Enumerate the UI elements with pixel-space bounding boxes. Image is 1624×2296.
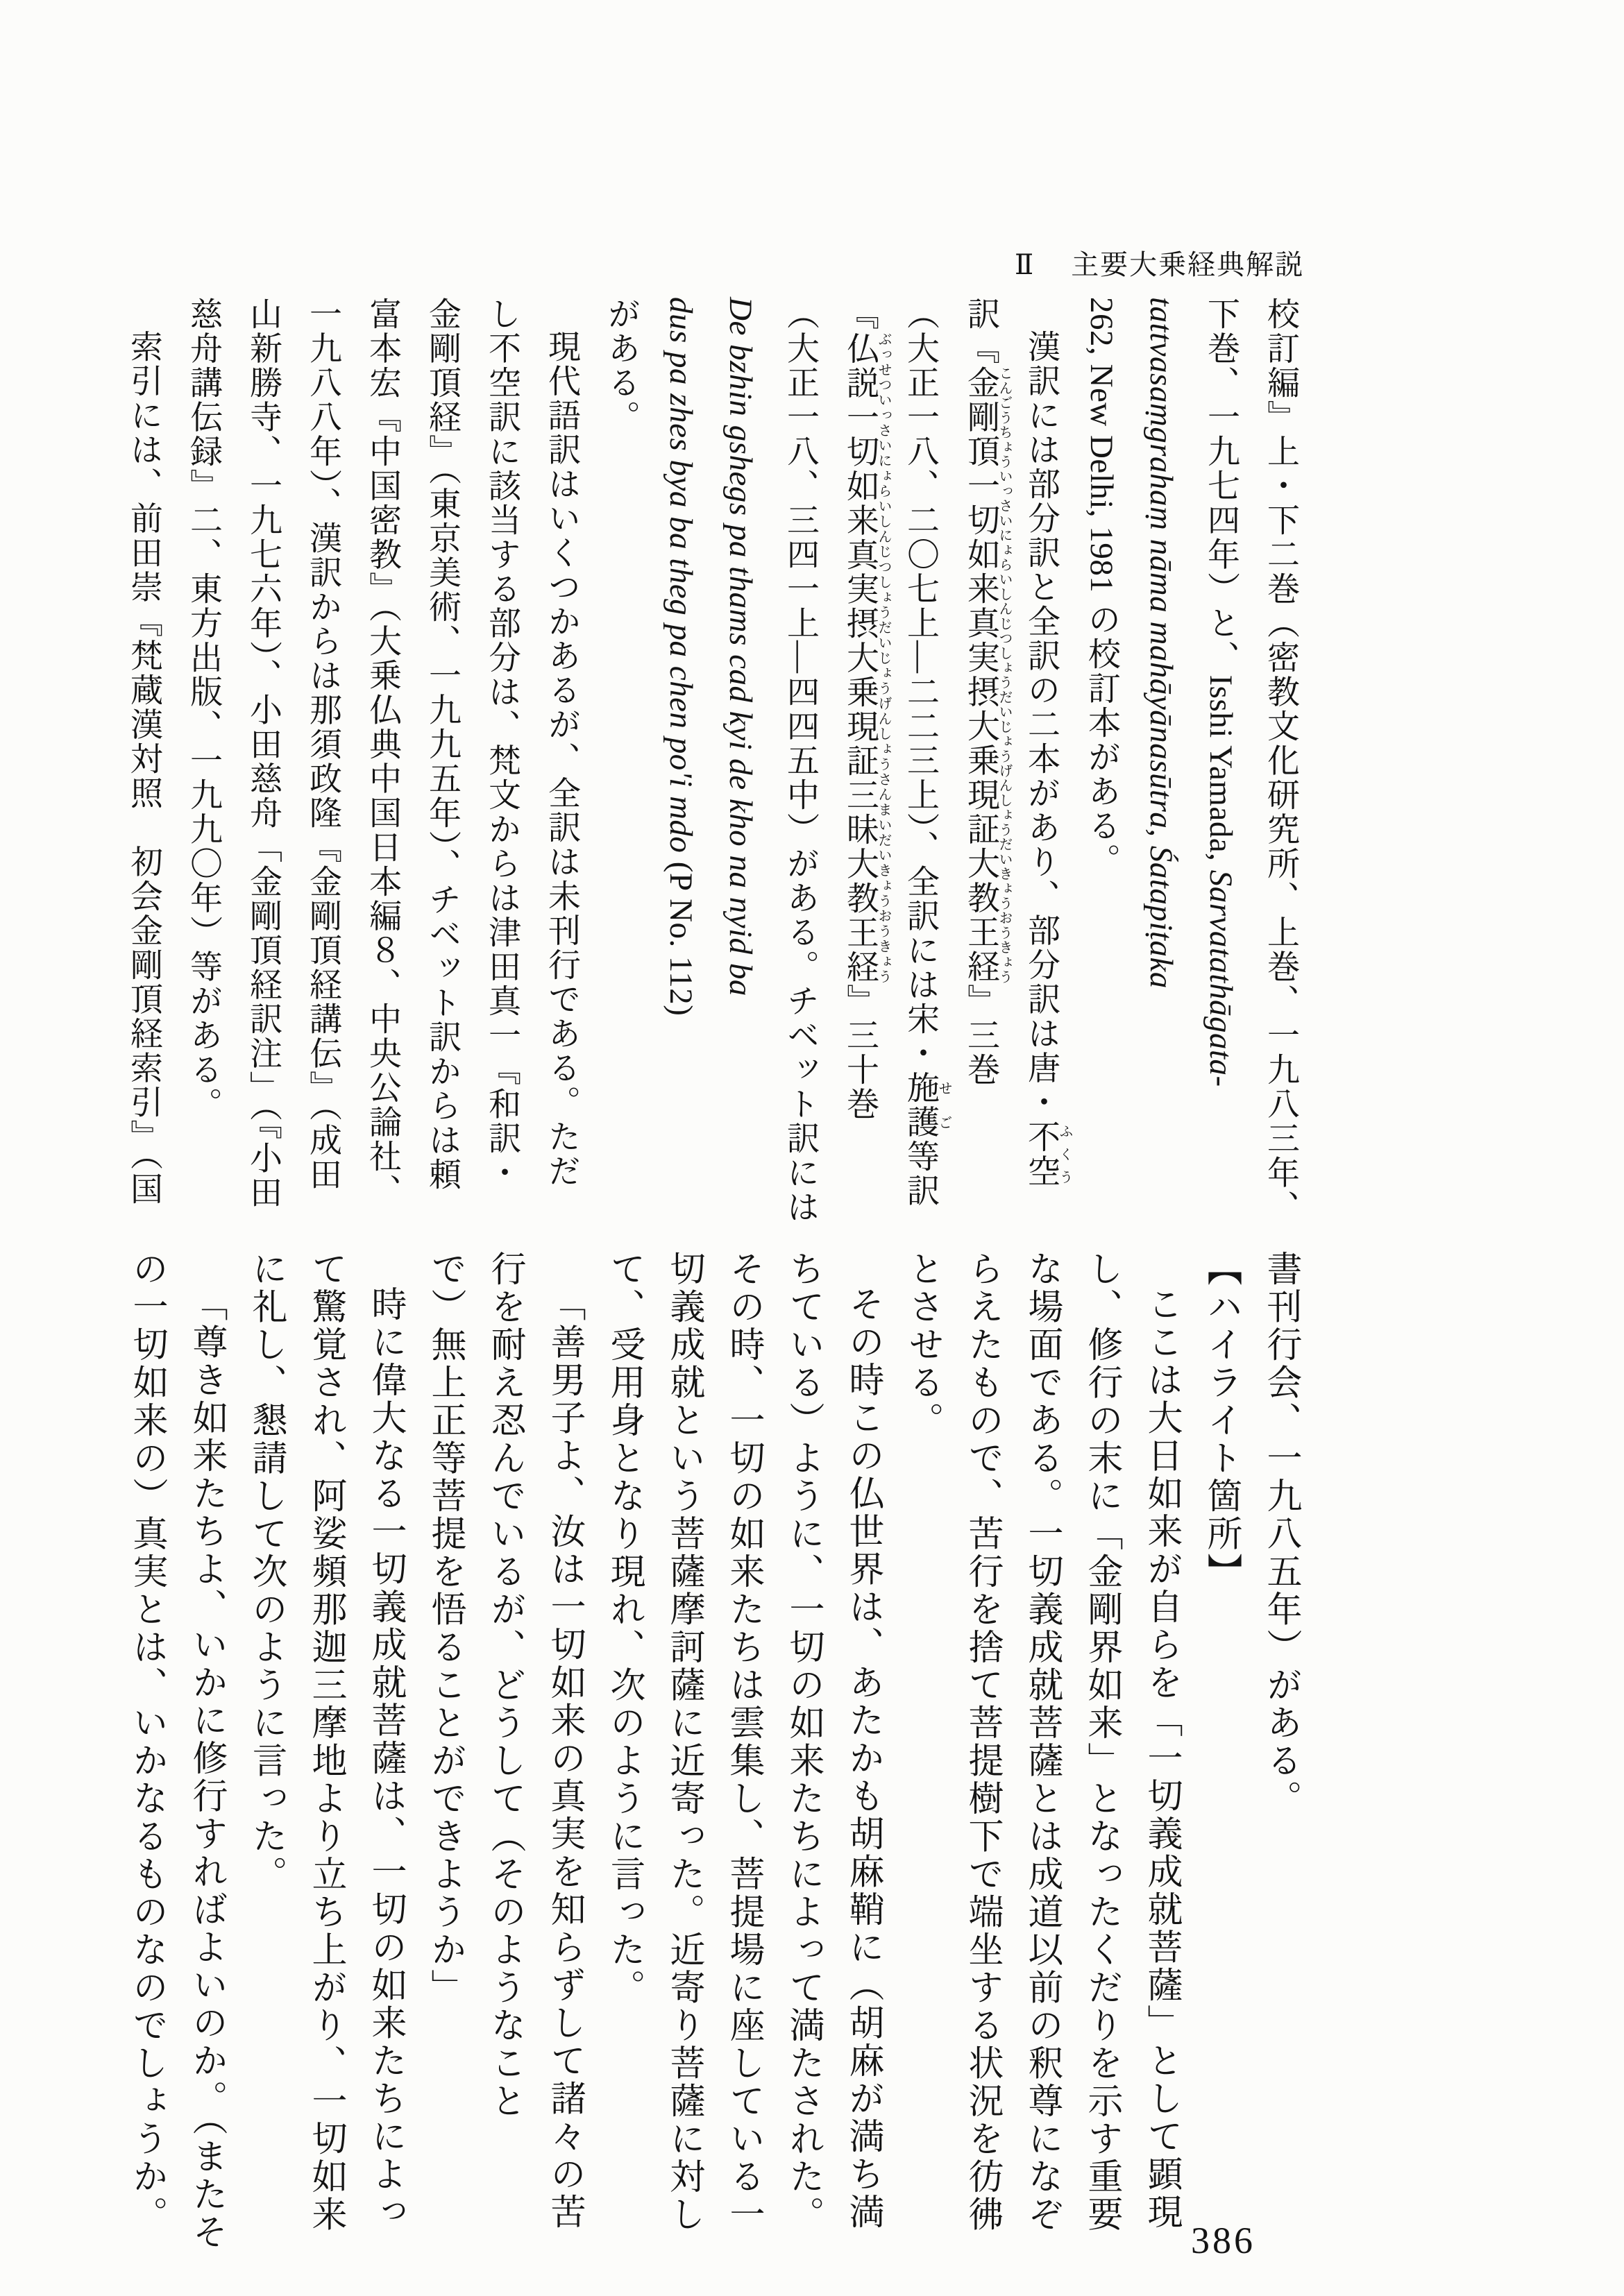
text-run: とさせる。 (903, 1250, 942, 1440)
text-column (353, 297, 412, 1234)
text-run: ここは大日如来が自らを「一切義成就菩薩」として顕現 (1142, 1286, 1181, 2231)
text-run: 山新勝寺、一九七六年）、小田慈舟「金剛頂経訳注」（『小田 (245, 297, 281, 1210)
text-run: 「善男子よ、汝は一切如来の真実を知らずして諸々の苦 (545, 1286, 584, 2231)
upper-text-block (114, 297, 1310, 1234)
text-column (293, 297, 353, 1234)
text-column (114, 297, 174, 1234)
text-run: その時この仏世界は、あたかも胡麻鞘に（胡麻が満ち満 (843, 1286, 882, 2231)
latin-text-run: dus pa zhes bya ba theg pa chen po'i mdo (663, 297, 699, 853)
page-number: 386 (1191, 2220, 1255, 2261)
text-run: の一切如来の）真実とは、いかなるものなのでしょうか。 (127, 1250, 166, 2234)
text-run: がある。 (603, 297, 639, 434)
text-run: 現代語訳はいくつかあるが、全訳は未刊行である。ただ (543, 330, 580, 1189)
text-run: 校訂編』上・下二巻（密教文化研究所、上巻、一九八三年、 (1262, 297, 1299, 1225)
text-column (833, 1250, 893, 2246)
text-column (1191, 297, 1251, 1234)
text-run: で）無上正等菩提を悟ることができようか」 (425, 1250, 464, 2007)
text-run: 漢訳には部分訳と全訳の二本があり、部分訳は唐・ (1023, 330, 1059, 1120)
latin-text-run: (P No. 112) (663, 853, 699, 1017)
ruby-annotated-text: 不空ふくう (1023, 1119, 1072, 1189)
text-run: 切義成就という菩薩摩訶薩に近寄った。近寄り菩薩に対し (664, 1250, 703, 2234)
text-column (233, 297, 293, 1234)
text-column (890, 297, 951, 1234)
latin-text-run: tattvasaṃgrahaṃ nāma mahāyānasūtra, Śatapiṭaka (1143, 297, 1179, 989)
text-column (532, 297, 591, 1234)
text-column (713, 1250, 773, 2246)
text-column (475, 1250, 534, 2246)
text-column (236, 1250, 296, 2246)
text-column (893, 1250, 952, 2246)
text-column (355, 1250, 415, 2246)
text-run: ちている）ように、一切の如来たちによって満たされた。 (784, 1250, 822, 2234)
running-head (1015, 243, 1304, 282)
text-column (952, 1250, 1012, 2246)
text-column (770, 297, 830, 1234)
text-run: 富本宏『中国密教』（大乗仏典中国日本編８、中央公論社、 (364, 297, 400, 1208)
text-run: 』三十巻 (842, 984, 878, 1121)
text-column (534, 1250, 594, 2246)
text-column (296, 1250, 355, 2246)
text-run: 【ハイライト箇所】 (1201, 1250, 1240, 1591)
text-column (174, 297, 233, 1234)
text-run: の校訂本がある。 (1083, 593, 1119, 878)
text-column (1251, 1250, 1310, 2246)
text-run: て驚覚され、阿娑頻那迦三摩地より立ち上がり、一切如来 (306, 1250, 345, 2234)
text-column (591, 297, 651, 1234)
text-run: 等訳 (902, 1139, 938, 1208)
text-run: し、修行の末に「金剛界如来」となったくだりを示す重要 (1082, 1250, 1121, 2234)
text-run: て、受用身となり現れ、次のように言った。 (604, 1250, 643, 2007)
text-column (951, 297, 1011, 1234)
text-run: し不空訳に該当する部分は、梵文からは津田真一『和訳・ (484, 297, 520, 1190)
text-run: に礼し、懇請して次のように言った。 (246, 1250, 285, 1894)
text-column (711, 297, 770, 1234)
text-column (1012, 1250, 1072, 2246)
text-run: 「尊き如来たちよ、いかに修行すればよいのか。（またそ (187, 1286, 226, 2252)
text-column (117, 1250, 176, 2246)
text-column (773, 1250, 833, 2246)
latin-text-run: De bzhin gshegs pa thams cad kyi de kho na nyid ba (722, 297, 759, 996)
latin-text-run: 262, New Delhi, 1981 (1083, 297, 1119, 593)
text-run: （大正一八、二〇七上―二二三上）、全訳には宋・ (902, 297, 938, 1071)
chapter-title: 主要大乗経典解説 (1071, 249, 1305, 280)
text-run: らえたもので、苦行を捨て菩提樹下で端坐する状況を彷彿 (963, 1250, 1001, 2234)
latin-text-run: Isshi Yamada, (1203, 674, 1239, 870)
text-column (1251, 297, 1310, 1234)
text-run: 慈舟講伝録』二、東方出版、一九九〇年）等がある。 (185, 297, 221, 1121)
ruby-annotated-text: 金剛頂一切如来真実摂大乗現証大教王経こんごうちょういっさいにょらいしんじつしょうだいじょうげんしょうだいきょうおうきょう (963, 366, 1012, 984)
ruby-annotated-text: 施護せご (902, 1071, 951, 1139)
text-run: 訳『 (963, 297, 999, 366)
text-run: 書刊行会、一九八五年）がある。 (1261, 1250, 1300, 1818)
latin-text-run: Sarvatathāgata- (1203, 869, 1239, 1087)
text-run: な場面である。一切義成就菩薩とは成道以前の釈尊になぞ (1022, 1250, 1061, 2234)
text-run: 索引には、前田崇『梵蔵漢対照 初会金剛頂経索引』（国 (126, 330, 162, 1207)
text-run: 時に偉大なる一切義成就菩薩は、一切の如来たちによっ (366, 1286, 405, 2231)
text-column (1191, 1250, 1251, 2246)
text-column (1072, 297, 1131, 1234)
chapter-numeral: Ⅱ (1015, 249, 1035, 280)
lower-text-block (117, 1250, 1310, 2252)
text-column (1011, 297, 1072, 1234)
text-column (176, 1250, 236, 2252)
text-column (830, 297, 890, 1234)
text-column (654, 1250, 713, 2246)
text-run: 行を耐え忍んでいるが、どうして（そのようなこと (485, 1250, 524, 2120)
text-run: 下巻、一九七四年）と、 (1203, 297, 1239, 675)
text-column (472, 297, 532, 1234)
ruby-annotated-text: 仏説一切如来真実摂大乗現証三昧大教王経ぶっせついっさいにょらいしんじつしょうだいじょうげんしょうさんまいだいきょうおうきょう (842, 331, 891, 984)
text-run: その時、一切の如来たちは雲集し、菩提場に座している一 (724, 1250, 763, 2234)
text-run: 』三巻 (963, 984, 999, 1087)
text-column (415, 1250, 475, 2246)
text-column (594, 1250, 654, 2246)
text-column (412, 297, 472, 1234)
text-run: （大正一八、三四一上―四四五中）がある。チベット訳には (782, 297, 818, 1225)
text-column (1131, 1250, 1191, 2246)
text-column (1131, 297, 1191, 1234)
text-run: 一九八八年）、漢訳からは那須政隆『金剛頂経講伝』（成田 (305, 297, 341, 1192)
text-run: 『 (842, 297, 878, 332)
text-run: 金剛頂経』（東京美術、一九九五年）、チベット訳からは頼 (424, 297, 460, 1192)
text-column (651, 297, 711, 1234)
text-column (1072, 1250, 1131, 2246)
